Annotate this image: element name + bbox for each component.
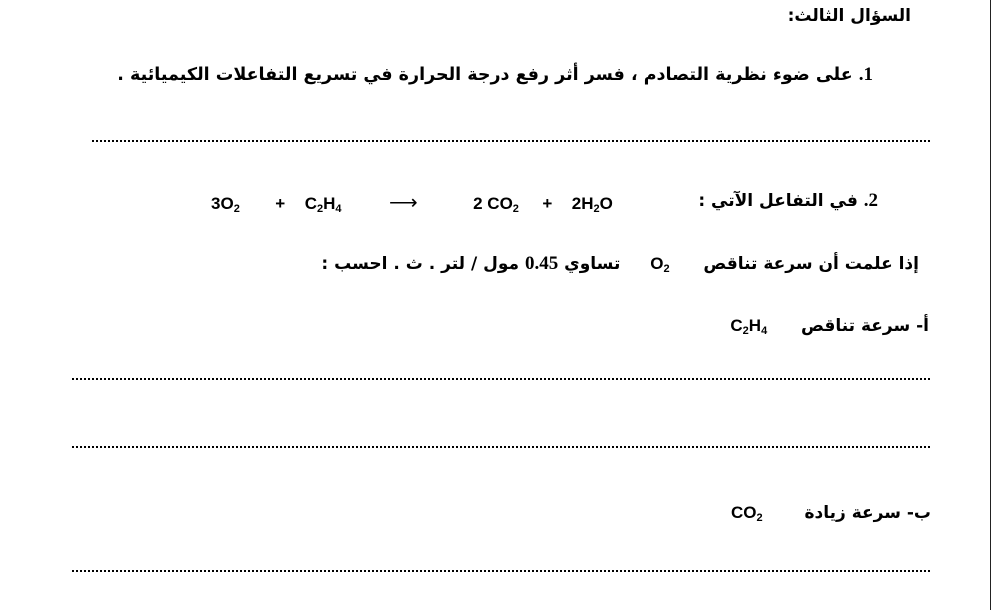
- question-1: [117, 64, 873, 86]
- answer-line-part-a-2[interactable]: [72, 446, 930, 448]
- given-part-2: تساوي: [564, 254, 621, 274]
- part-a-label: أ- سرعة تناقص: [801, 316, 929, 336]
- question-2-intro: [698, 190, 878, 212]
- part-b-label: ب- سرعة زيادة: [804, 503, 931, 523]
- reactant-c2h4: $C_2H_4$: [304, 194, 342, 215]
- answer-line-q1[interactable]: [92, 140, 930, 142]
- product-h2o: $2H_2O$: [571, 194, 613, 215]
- given-rate-value: 0.45: [524, 253, 559, 274]
- question-1-number: 1.: [858, 64, 873, 85]
- section-title: السؤال الثالث:: [787, 6, 911, 26]
- given-part-3: مول / لتر . ث . احسب :: [321, 254, 520, 274]
- part-b-species-co2: $CO_2$: [731, 503, 763, 524]
- answer-line-part-b[interactable]: [72, 570, 930, 572]
- given-part-1: إذا علمت أن سرعة تناقص: [703, 254, 919, 274]
- answer-line-part-a-1[interactable]: [72, 378, 930, 380]
- part-a-species-c2h4: $C_2H_4$: [730, 316, 768, 337]
- plus-sign: +: [275, 194, 286, 213]
- reaction-equation: [211, 190, 613, 215]
- question-2-number: 2.: [863, 190, 878, 211]
- question-1-text: على ضوء نظرية التصادم ، فسر أثر رفع درجة الحرارة في تسريع التفاعلات الكيميائية .: [117, 65, 853, 85]
- given-species-o2: $O_2$: [650, 254, 670, 275]
- plus-sign: +: [542, 194, 553, 213]
- part-a-prompt: [730, 316, 929, 337]
- reaction-arrow-icon: ⟶: [388, 192, 418, 214]
- reactant-o2: $3O_2$: [211, 194, 240, 215]
- part-b-prompt: [731, 503, 931, 524]
- given-statement: [321, 253, 919, 275]
- question-2-intro-text: في التفاعل الآتي :: [698, 191, 858, 211]
- product-co2: 2 $CO_2$: [473, 194, 519, 215]
